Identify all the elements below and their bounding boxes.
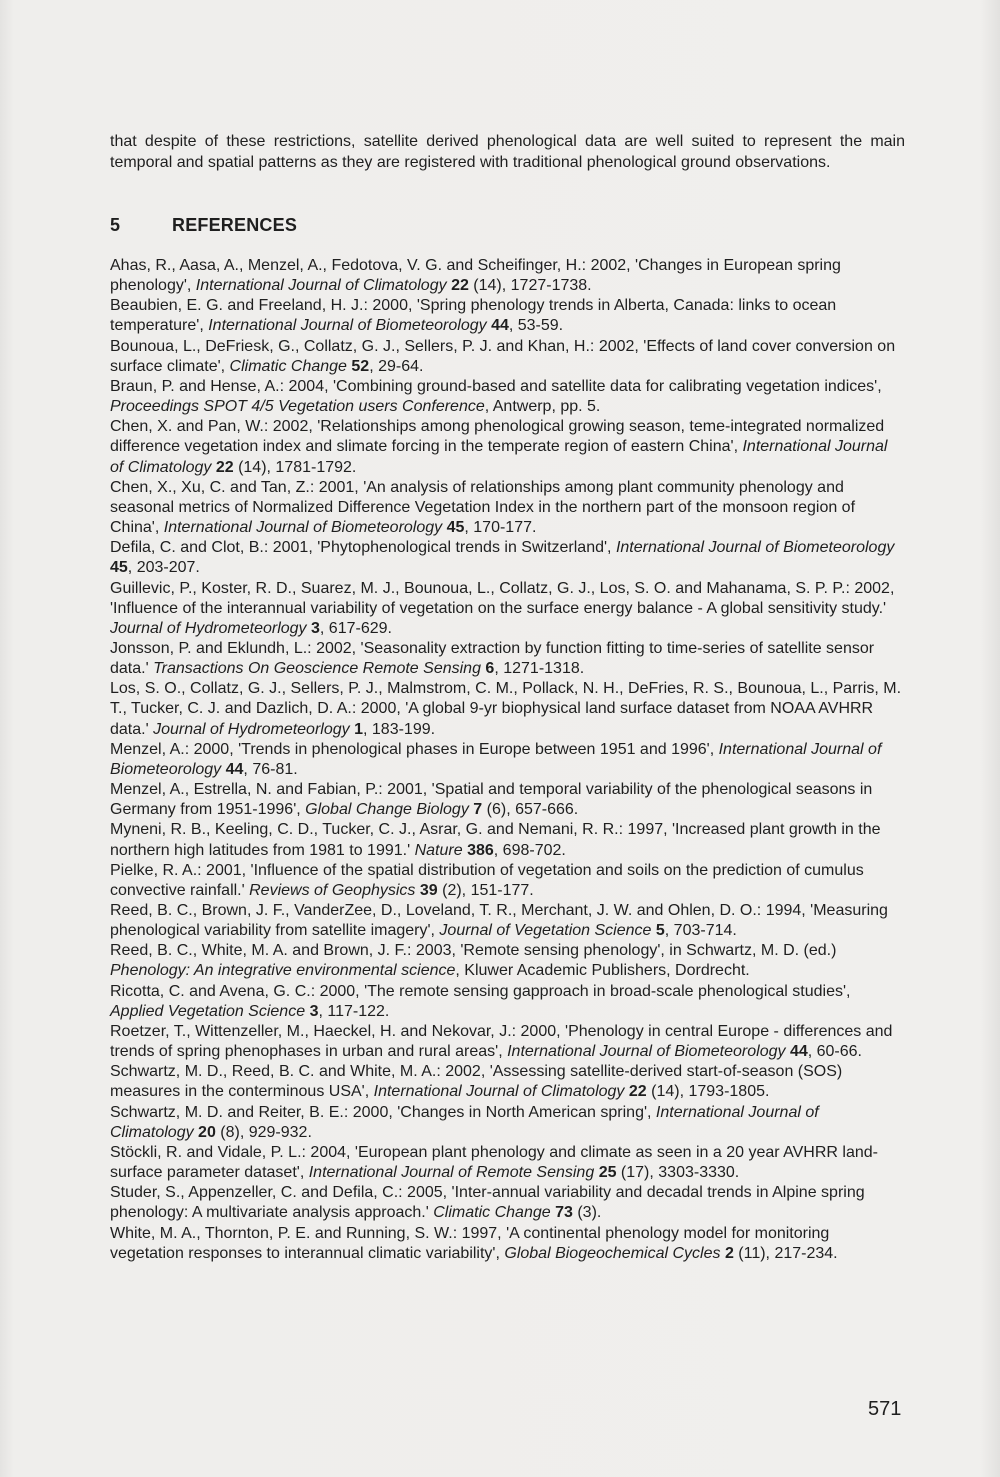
reference-text: Studer, S., Appenzeller, C. and Defila, C.: 2005, 'Inter-annual variability and decadal trends in Alpine spring phenology: A multivariate analysis approach.'	[110, 1184, 865, 1222]
reference-text: Los, S. O., Collatz, G. J., Sellers, P. J., Malmstrom, C. M., Pollack, N. H., DeFries, R. S., Bounoua, L., Parris, M. T., Tucker, C. J. and Dazlich, D. A.: 2000, 'A global 9-yr biophysical land surface dataset from NOAA AVHRR data.'	[110, 680, 902, 738]
reference-volume: 73	[555, 1204, 573, 1222]
reference-pages: , 1271-1318.	[494, 660, 585, 678]
reference-pages: , 170-177.	[464, 519, 537, 537]
reference-volume: 52	[351, 357, 370, 375]
reference-entry	[110, 1103, 905, 1143]
intro-paragraph: that despite of these restrictions, satellite derived phenological data are well suited to represent the main temporal and spatial patterns as they are registered with traditional phenological ground observations.	[110, 133, 905, 171]
reference-pages: , Kluwer Academic Publishers, Dordrecht.	[455, 962, 750, 980]
reference-journal: International Journal of Biometeorology	[507, 1043, 786, 1061]
reference-text: Schwartz, M. D., Reed, B. C. and White, M. A.: 2002, 'Assessing satellite-derived start-of-season (SOS) measures in the conterminous USA',	[110, 1063, 843, 1101]
reference-journal: International Journal of Biometeorology	[163, 519, 443, 537]
reference-pages: , 117-122.	[318, 1002, 390, 1020]
reference-journal: Journal of Hydrometeorlogy	[153, 720, 350, 738]
reference-text: Defila, C. and Clot, B.: 2001, 'Phytophenological trends in Switzerland',	[110, 539, 616, 557]
reference-text: Reed, B. C., Brown, J. F., VanderZee, D., Loveland, T. R., Merchant, J. W. and Ohlen, D. O.: 1994, 'Measuring phenological variability from satellite imagery',	[110, 902, 888, 940]
section-title: REFERENCES	[172, 215, 298, 235]
reference-pages: (11), 217-234.	[733, 1244, 838, 1262]
reference-entry	[110, 780, 905, 820]
reference-journal: Climatic Change	[229, 357, 347, 375]
reference-list	[110, 256, 905, 1264]
reference-text: Menzel, A., Estrella, N. and Fabian, P.: 2001, 'Spatial and temporal variability of the phenological seasons in Germany from 1951-1996',	[110, 781, 873, 819]
reference-text: Jonsson, P. and Eklundh, L.: 2002, 'Seasonality extraction by function fitting to time-series of satellite sensor data.'	[110, 639, 875, 678]
reference-pages: (14), 1793-1805.	[646, 1083, 770, 1101]
reference-journal: International Journal of Remote Sensing	[308, 1164, 595, 1182]
reference-pages: (6), 657-666.	[482, 801, 579, 819]
reference-pages: (17), 3303-3330.	[616, 1164, 740, 1182]
reference-pages: , 53-59.	[508, 317, 564, 335]
reference-text: Bounoua, L., DeFriesk, G., Collatz, G. J., Sellers, P. J. and Khan, H.: 2002, 'Effects of land cover conversion on surface climate',	[110, 337, 896, 375]
reference-entry	[110, 1022, 905, 1062]
reference-volume: 3	[309, 1002, 319, 1020]
reference-entry	[110, 296, 905, 336]
reference-volume: 1	[354, 720, 363, 738]
reference-entry	[110, 1062, 905, 1102]
reference-text: Guillevic, P., Koster, R. D., Suarez, M. J., Bounoua, L., Collatz, G. J., Los, S. O. and Mahanama, S. P. P.: 2002, 'Influence of the interannual variability of vegetation on the surface energy balance - A global sensitivity study.'	[110, 579, 895, 617]
reference-entry	[110, 740, 905, 780]
reference-volume: 6	[485, 660, 495, 678]
reference-entry	[110, 941, 905, 981]
reference-journal: International Journal of Biometeorology	[110, 740, 882, 778]
reference-volume: 22	[451, 277, 469, 295]
reference-pages: , 60-66.	[807, 1043, 862, 1061]
reference-journal: Proceedings SPOT 4/5 Vegetation users Conference	[110, 398, 485, 416]
reference-journal: International Journal of Climatology	[110, 1103, 819, 1141]
reference-entry	[110, 478, 905, 538]
reference-text: Stöckli, R. and Vidale, P. L.: 2004, 'European plant phenology and climate as seen in a 20 year AVHRR land-surface parameter dataset',	[110, 1143, 878, 1182]
reference-volume: 3	[311, 619, 320, 637]
reference-text: Roetzer, T., Wittenzeller, M., Haeckel, H. and Nekovar, J.: 2000, 'Phenology in central Europe - differences and trends of spring phenophases in urban and rural areas',	[110, 1022, 893, 1061]
reference-pages: , 698-702.	[493, 841, 566, 859]
reference-entry	[110, 639, 905, 679]
section-heading	[110, 215, 297, 236]
reference-entry	[110, 820, 905, 860]
reference-journal: International Journal of Climatology	[373, 1083, 625, 1101]
reference-journal: Nature	[414, 841, 463, 859]
reference-pages: (8), 929-932.	[215, 1123, 312, 1141]
reference-volume: 44	[491, 317, 509, 335]
reference-volume: 7	[473, 801, 483, 819]
reference-entry	[110, 1224, 905, 1264]
reference-pages: , 76-81.	[243, 760, 298, 778]
reference-volume: 22	[215, 458, 234, 476]
reference-journal: International Journal of Climatology	[110, 438, 888, 476]
reference-text: Menzel, A.: 2000, 'Trends in phenological phases in Europe between 1951 and 1996',	[110, 740, 719, 758]
reference-text: Myneni, R. B., Keeling, C. D., Tucker, C. J., Asrar, G. and Nemani, R. R.: 1997, 'Increased plant growth in the northern high latitudes from 1981 to 1991.'	[110, 821, 881, 859]
reference-entry	[110, 1143, 905, 1183]
reference-volume: 20	[198, 1123, 216, 1141]
reference-pages: (14), 1781-1792.	[233, 458, 357, 476]
section-number: 5	[110, 215, 121, 235]
reference-volume: 22	[628, 1083, 647, 1101]
reference-entry	[110, 337, 905, 377]
reference-pages: , Antwerp, pp. 5.	[484, 398, 601, 416]
reference-text: Pielke, R. A.: 2001, 'Influence of the spatial distribution of vegetation and soils on the prediction of cumulus convective rainfall.'	[110, 861, 864, 899]
reference-journal: Phenology: An integrative environmental science	[110, 962, 456, 980]
reference-entry	[110, 679, 905, 739]
reference-pages: , 29-64.	[369, 357, 424, 375]
reference-text: Ricotta, C. and Avena, G. C.: 2000, 'The remote sensing gapproach in broad-scale phenological studies',	[110, 982, 851, 1000]
reference-volume: 39	[419, 881, 438, 899]
reference-text: Beaubien, E. G. and Freeland, H. J.: 2000, 'Spring phenology trends in Alberta, Canada: links to ocean temperature',	[110, 297, 837, 335]
reference-pages: , 203-207.	[127, 559, 200, 577]
reference-entry	[110, 377, 905, 417]
reference-volume: 386	[467, 841, 494, 859]
reference-entry	[110, 982, 905, 1022]
reference-text: Chen, X., Xu, C. and Tan, Z.: 2001, 'An analysis of relationships among plant community phenology and seasonal metrics of Normalized Difference Vegetation Index in the northern part of the monsoon region of China',	[110, 478, 856, 537]
reference-volume: 45	[446, 519, 465, 537]
reference-text: Chen, X. and Pan, W.: 2002, 'Relationships among phenological growing season, teme-integrated normalized difference vegetation index and slimate forcing in the temperate region of eastern China',	[110, 418, 885, 456]
reference-pages: (2), 151-177.	[437, 881, 534, 899]
reference-journal: Climatic Change	[433, 1204, 551, 1222]
reference-pages: , 617-629.	[319, 619, 392, 637]
reference-journal: International Journal of Biometeorology	[208, 317, 487, 335]
reference-text: Schwartz, M. D. and Reiter, B. E.: 2000, 'Changes in North American spring',	[110, 1103, 656, 1121]
reference-entry	[110, 538, 905, 578]
reference-volume: 44	[789, 1043, 808, 1061]
reference-volume: 45	[110, 559, 128, 577]
reference-entry	[110, 1183, 905, 1223]
reference-journal: Global Change Biology	[305, 801, 469, 819]
reference-journal: Reviews of Geophysics	[249, 881, 416, 899]
reference-journal: Transactions On Geoscience Remote Sensing	[153, 660, 481, 678]
reference-volume: 2	[724, 1244, 734, 1262]
reference-pages: (14), 1727-1738.	[468, 277, 592, 295]
reference-volume: 44	[225, 760, 244, 778]
reference-entry	[110, 861, 905, 901]
reference-journal: International Journal of Biometeorology	[615, 539, 895, 557]
reference-entry	[110, 901, 905, 941]
reference-journal: Journal of Hydrometeorlogy	[110, 619, 307, 637]
reference-journal: Journal of Vegetation Science	[439, 922, 652, 940]
page-number: 571	[868, 1398, 902, 1420]
reference-pages: , 703-714.	[664, 922, 737, 940]
reference-text: Braun, P. and Hense, A.: 2004, 'Combining ground-based and satellite data for calibrating vegetation indices',	[110, 377, 882, 395]
reference-journal: Global Biogeochemical Cycles	[504, 1244, 721, 1262]
reference-entry	[110, 579, 905, 639]
reference-journal: International Journal of Climatology	[195, 277, 447, 295]
reference-pages: (3).	[572, 1204, 602, 1222]
reference-volume: 5	[655, 922, 665, 940]
reference-pages: , 183-199.	[363, 720, 436, 738]
reference-journal: Applied Vegetation Science	[110, 1002, 306, 1020]
reference-text: White, M. A., Thornton, P. E. and Running, S. W.: 1997, 'A continental phenology model for monitoring vegetation responses to interannual climatic variability',	[110, 1224, 830, 1262]
reference-text: Ahas, R., Aasa, A., Menzel, A., Fedotova, V. G. and Scheifinger, H.: 2002, 'Changes in European spring phenology',	[110, 257, 841, 295]
reference-volume: 25	[598, 1164, 617, 1182]
reference-text: Reed, B. C., White, M. A. and Brown, J. F.: 2003, 'Remote sensing phenology', in Schwartz, M. D. (ed.)	[110, 942, 837, 960]
reference-entry	[110, 417, 905, 477]
reference-entry	[110, 256, 905, 296]
